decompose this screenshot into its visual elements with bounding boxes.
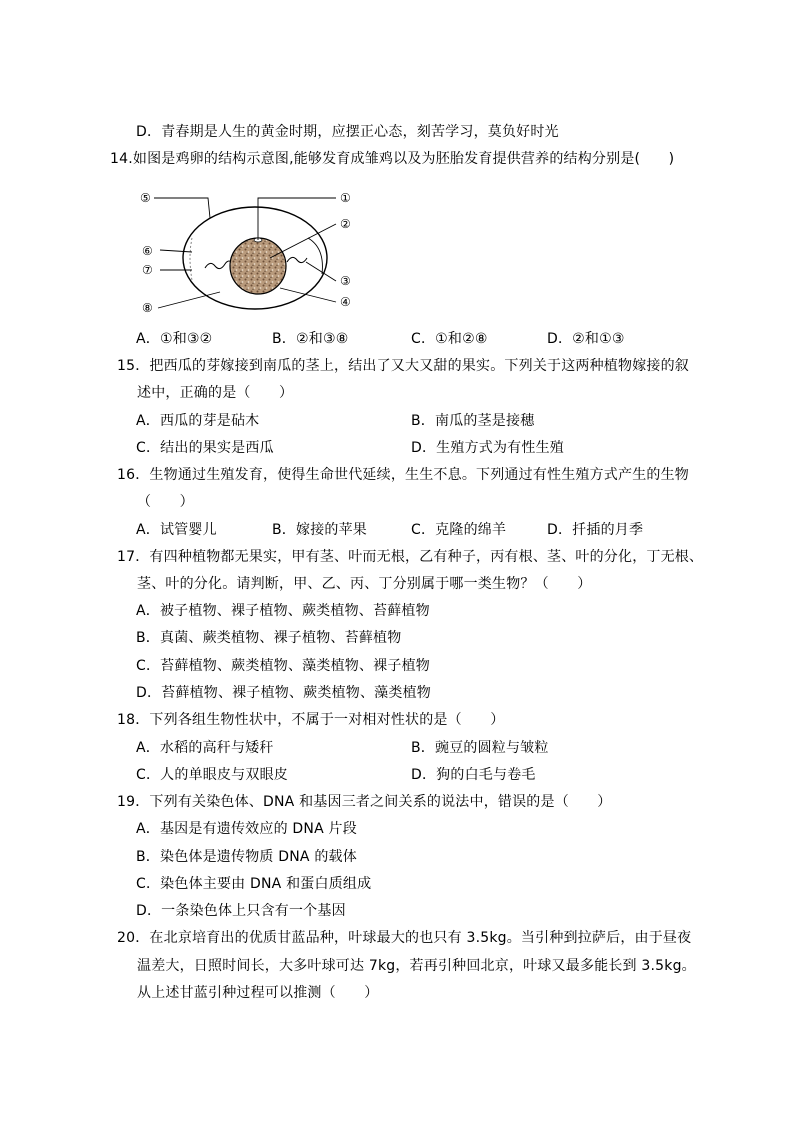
q14-stem: 14.如图是鸡卵的结构示意图,能够发育成雏鸡以及为胚胎发育提供营养的结构分别是( ) bbox=[110, 151, 675, 167]
label-7: ⑦ bbox=[142, 263, 153, 277]
leader-8 bbox=[158, 292, 220, 308]
q14-option-b[interactable]: B．②和③⑧ bbox=[272, 331, 349, 347]
q17-option-a[interactable]: A．被子植物、裸子植物、蕨类植物、苔藓植物 bbox=[136, 603, 430, 619]
q19-stem: 19．下列有关染色体、DNA 和基因三者之间关系的说法中，错误的是（ ） bbox=[117, 794, 612, 810]
q15-option-b[interactable]: B．南瓜的茎是接穗 bbox=[411, 413, 535, 429]
yolk bbox=[230, 238, 286, 294]
q19-option-c[interactable]: C．染色体主要由 DNA 和蛋白质组成 bbox=[136, 876, 372, 892]
q14-option-a[interactable]: A．①和③② bbox=[136, 331, 213, 347]
label-5: ⑤ bbox=[140, 191, 151, 205]
q17-option-c[interactable]: C．苔藓植物、蕨类植物、藻类植物、裸子植物 bbox=[136, 658, 430, 674]
q18-option-a[interactable]: A．水稻的高秆与矮秆 bbox=[136, 740, 274, 756]
q15-option-c[interactable]: C．结出的果实是西瓜 bbox=[136, 440, 274, 456]
q15-option-d[interactable]: D．生殖方式为有性生殖 bbox=[411, 440, 564, 456]
q17-option-d[interactable]: D．苔藓植物、裸子植物、蕨类植物、藻类植物 bbox=[136, 685, 431, 701]
q17-stem-line2: 茎、叶的分化。请判断，甲、乙、丙、丁分别属于哪一类生物？（ ） bbox=[137, 576, 592, 592]
q20-stem-line2: 温差大，日照时间长，大多叶球可达 7kg，若再引种回北京，叶球又最多能长到 3.5kg。 bbox=[137, 958, 696, 974]
q16-option-a[interactable]: A．试管婴儿 bbox=[136, 522, 217, 538]
q18-stem: 18．下列各组生物性状中，不属于一对相对性状的是（ ） bbox=[117, 712, 505, 728]
q14-option-d[interactable]: D．②和①③ bbox=[547, 331, 625, 347]
q15-stem-line2: 述中，正确的是（ ） bbox=[137, 385, 294, 401]
q19-option-a[interactable]: A．基因是有遗传效应的 DNA 片段 bbox=[136, 821, 357, 837]
label-2: ② bbox=[340, 217, 351, 231]
q15-stem-line1: 15．把西瓜的芽嫁接到南瓜的茎上，结出了又大又甜的果实。下列关于这两种植物嫁接的叙 bbox=[117, 358, 690, 374]
label-4: ④ bbox=[340, 295, 351, 309]
q16-stem-line1: 16．生物通过生殖发育，使得生命世代延续，生生不息。下列通过有性生殖方式产生的生物 bbox=[117, 467, 690, 483]
q19-option-d[interactable]: D．一条染色体上只含有一个基因 bbox=[136, 903, 346, 919]
label-1: ① bbox=[340, 191, 351, 205]
q17-option-b[interactable]: B．真菌、蕨类植物、裸子植物、苔藓植物 bbox=[136, 630, 402, 646]
label-3: ③ bbox=[340, 274, 351, 288]
q16-option-b[interactable]: B．嫁接的苹果 bbox=[272, 522, 368, 538]
q18-option-b[interactable]: B．豌豆的圆粒与皱粒 bbox=[411, 740, 549, 756]
q20-stem-line1: 20．在北京培育出的优质甘蓝品种，叶球最大的也只有 3.5kg。当引种到拉萨后，由于昼夜 bbox=[117, 930, 692, 946]
label-8: ⑧ bbox=[142, 301, 153, 315]
label-6: ⑥ bbox=[142, 244, 153, 258]
q18-option-d[interactable]: D．狗的白毛与卷毛 bbox=[411, 767, 536, 783]
q18-option-c[interactable]: C．人的单眼皮与双眼皮 bbox=[136, 767, 288, 783]
leader-5 bbox=[154, 198, 210, 218]
q15-option-a[interactable]: A．西瓜的芽是砧木 bbox=[136, 413, 260, 429]
egg-structure-diagram bbox=[130, 188, 370, 320]
q17-stem-line1: 17．有四种植物都无果实，甲有茎、叶而无根，乙有种子，丙有根、茎、叶的分化，丁无根、 bbox=[117, 549, 704, 565]
q19-option-b[interactable]: B．染色体是遗传物质 DNA 的载体 bbox=[136, 849, 357, 865]
q14-option-c[interactable]: C．①和②⑧ bbox=[411, 331, 488, 347]
q16-option-d[interactable]: D．扦插的月季 bbox=[547, 522, 644, 538]
q16-option-c[interactable]: C．克隆的绵羊 bbox=[411, 522, 507, 538]
q20-stem-line3: 从上述甘蓝引种过程可以推测（ ） bbox=[137, 985, 379, 1001]
q13-option-d: D．青春期是人生的黄金时期，应摆正心态，刻苦学习，莫负好时光 bbox=[136, 124, 559, 140]
q16-stem-line2: （ ） bbox=[137, 494, 194, 510]
